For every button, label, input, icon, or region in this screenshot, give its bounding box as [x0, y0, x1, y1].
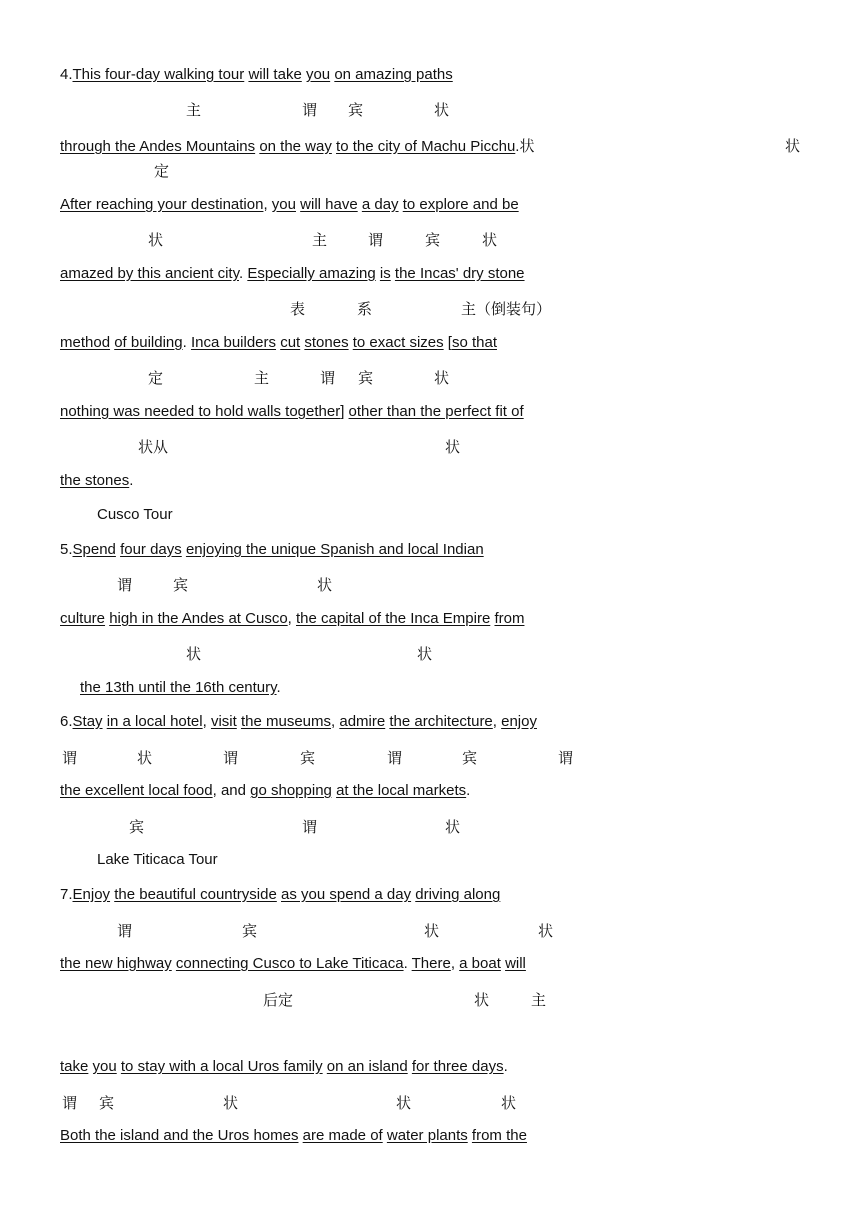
underlined-phrase: This four-day walking tour	[72, 66, 245, 83]
underlined-phrase: go shopping	[250, 782, 332, 799]
underlined-phrase: you	[271, 196, 296, 213]
sentence-line	[60, 472, 133, 489]
grammar-role-label: 系	[357, 300, 373, 318]
plain-text: .	[503, 1058, 508, 1075]
plain-text: .状	[515, 138, 535, 155]
underlined-phrase: stones	[304, 334, 349, 351]
sentence-line	[60, 403, 524, 420]
underlined-phrase: Enjoy	[72, 886, 111, 903]
grammar-role-label: 状	[434, 101, 450, 119]
grammar-role-label: 定	[148, 369, 164, 387]
grammar-role-label: 谓	[223, 749, 239, 767]
plain-text: ,	[492, 713, 502, 730]
grammar-role-label: 状	[474, 991, 490, 1009]
underlined-phrase: for three days	[411, 1058, 504, 1075]
grammar-role-label: 状	[445, 438, 461, 456]
plain-text: .	[129, 472, 134, 489]
grammar-role-label: 主	[312, 231, 328, 249]
plain-text: .	[466, 782, 471, 799]
underlined-phrase: will	[505, 955, 526, 972]
underlined-phrase: take	[60, 1058, 89, 1075]
underlined-phrase: of building	[114, 334, 183, 351]
plain-text: .	[238, 265, 248, 282]
grammar-role-label: 宾	[348, 101, 364, 119]
grammar-role-label: 宾	[358, 369, 374, 387]
plain-text: 4.	[60, 66, 73, 83]
underlined-phrase: from	[494, 610, 525, 627]
sentence-line	[60, 886, 500, 903]
grammar-role-label: 状	[186, 645, 202, 663]
underlined-phrase: the stones	[60, 472, 130, 489]
underlined-phrase: Especially amazing	[247, 265, 376, 282]
sentence-line	[60, 1058, 508, 1075]
sentence-line	[60, 135, 534, 156]
underlined-phrase: the 13th until the 16th century	[80, 679, 277, 696]
sentence-line	[60, 334, 497, 351]
grammar-role-label: 状	[434, 369, 450, 387]
underlined-phrase: four days	[120, 541, 182, 558]
plain-text: ,	[202, 713, 211, 730]
grammar-role-label: 宾	[99, 1094, 115, 1112]
underlined-phrase: Inca builders	[190, 334, 277, 351]
underlined-phrase: There	[411, 955, 451, 972]
plain-text: , and	[212, 782, 251, 799]
grammar-role-label: 宾	[173, 576, 189, 594]
sentence-line	[60, 610, 524, 627]
underlined-phrase: Both the island and the Uros homes	[60, 1127, 299, 1144]
sentence-line	[80, 679, 281, 696]
underlined-phrase: a day	[361, 196, 399, 213]
grammar-role-label: 谓	[302, 101, 318, 119]
plain-text: ]	[340, 403, 349, 420]
sentence-line	[60, 713, 537, 730]
grammar-role-label: 状	[424, 922, 440, 940]
plain-text: .	[276, 679, 281, 696]
grammar-role-label: 谓	[387, 749, 403, 767]
plain-text: ,	[287, 610, 297, 627]
section-heading	[97, 851, 218, 868]
underlined-phrase: are made of	[302, 1127, 383, 1144]
underlined-phrase: enjoying the unique Spanish and local Indian	[185, 541, 484, 558]
underlined-phrase: the excellent local food	[60, 782, 213, 799]
underlined-phrase: other than the perfect fit of	[348, 403, 524, 420]
underlined-phrase: on an island	[326, 1058, 408, 1075]
grammar-role-label: 宾	[129, 818, 145, 836]
underlined-phrase: at the local markets	[336, 782, 467, 799]
plain-text: 5.	[60, 541, 73, 558]
underlined-phrase: will take	[248, 66, 302, 83]
underlined-phrase: Spend	[72, 541, 116, 558]
grammar-role-label: 宾	[242, 922, 258, 940]
grammar-role-label: 后定	[263, 991, 294, 1009]
grammar-role-label: 谓	[368, 231, 384, 249]
underlined-phrase: is	[379, 265, 391, 282]
plain-text: .	[182, 334, 191, 351]
plain-text: ,	[450, 955, 460, 972]
grammar-role-label: 状	[396, 1094, 412, 1112]
underlined-phrase: driving along	[415, 886, 501, 903]
grammar-role-label: 谓	[558, 749, 574, 767]
underlined-phrase: to stay with a local Uros family	[120, 1058, 323, 1075]
underlined-phrase: as you spend a day	[281, 886, 412, 903]
underlined-phrase: from the	[471, 1127, 527, 1144]
underlined-phrase: culture	[60, 610, 106, 627]
grammar-role-label: 谓	[62, 749, 78, 767]
grammar-role-label: 宾	[462, 749, 478, 767]
sentence-line	[60, 541, 484, 558]
underlined-phrase: in a local hotel	[106, 713, 203, 730]
underlined-phrase: on amazing paths	[334, 66, 453, 83]
grammar-role-label: 状	[417, 645, 433, 663]
grammar-role-label: 谓	[302, 818, 318, 836]
grammar-role-label: 状	[148, 231, 164, 249]
grammar-role-label: 定	[154, 162, 170, 180]
sentence-line	[60, 955, 526, 972]
underlined-phrase: connecting Cusco to Lake Titicaca	[175, 955, 404, 972]
grammar-role-label: 主	[254, 369, 270, 387]
underlined-phrase: water plants	[386, 1127, 468, 1144]
plain-text: .	[403, 955, 412, 972]
grammar-role-label: 主	[186, 101, 202, 119]
plain-text: 6.	[60, 713, 73, 730]
sentence-line	[60, 782, 470, 799]
underlined-phrase: to exact sizes	[352, 334, 444, 351]
underlined-phrase: you	[92, 1058, 117, 1075]
plain-text: 7.	[60, 886, 73, 903]
underlined-phrase: enjoy	[501, 713, 537, 730]
grammar-role-label: 状	[137, 749, 153, 767]
underlined-phrase: Stay	[72, 713, 103, 730]
underlined-phrase: on the way	[259, 138, 332, 155]
underlined-phrase: nothing was needed to hold walls together	[60, 403, 341, 420]
grammar-role-label: 谓	[117, 576, 133, 594]
underlined-phrase: through the Andes Mountains	[60, 138, 256, 155]
sentence-line	[60, 196, 519, 213]
sentence-line	[60, 1127, 527, 1144]
sentence-line	[60, 265, 525, 282]
underlined-phrase: method	[60, 334, 111, 351]
grammar-role-label: 谓	[320, 369, 336, 387]
grammar-role-label: 谓	[62, 1094, 78, 1112]
plain-text: ,	[263, 196, 272, 213]
underlined-phrase: the capital of the Inca Empire	[296, 610, 491, 627]
grammar-role-label: 状	[223, 1094, 239, 1112]
plain-text: Lake Titicaca Tour	[97, 851, 218, 868]
underlined-phrase: you	[305, 66, 331, 83]
underlined-phrase: visit	[210, 713, 237, 730]
underlined-phrase: so that	[451, 334, 497, 351]
grammar-role-label: 状	[785, 137, 801, 155]
plain-text: Cusco Tour	[97, 506, 173, 523]
plain-text: ,	[331, 713, 340, 730]
underlined-phrase: to explore and be	[402, 196, 519, 213]
underlined-phrase: the Incas' dry stone	[394, 265, 525, 282]
underlined-phrase: the new highway	[60, 955, 172, 972]
grammar-role-label: 状	[482, 231, 498, 249]
grammar-role-label: 主（倒装句）	[461, 300, 552, 318]
underlined-phrase: to the city of Machu Picchu	[336, 138, 516, 155]
underlined-phrase: admire	[339, 713, 386, 730]
underlined-phrase: the museums	[240, 713, 332, 730]
underlined-phrase: the architecture	[389, 713, 493, 730]
underlined-phrase: cut	[280, 334, 301, 351]
sentence-line	[60, 66, 453, 83]
underlined-phrase: will have	[300, 196, 358, 213]
grammar-role-label: 表	[290, 300, 306, 318]
grammar-role-label: 宾	[425, 231, 441, 249]
grammar-role-label: 主	[531, 991, 547, 1009]
grammar-role-label: 宾	[300, 749, 316, 767]
underlined-phrase: amazed by this ancient city	[60, 265, 239, 282]
grammar-role-label: 谓	[117, 922, 133, 940]
grammar-role-label: 状	[501, 1094, 517, 1112]
underlined-phrase: high in the Andes at Cusco	[109, 610, 288, 627]
grammar-role-label: 状	[538, 922, 554, 940]
section-heading	[97, 506, 173, 523]
underlined-phrase: After reaching your destination	[60, 196, 264, 213]
grammar-role-label: 状	[317, 576, 333, 594]
underlined-phrase: a boat	[459, 955, 501, 972]
grammar-role-label: 状从	[138, 438, 169, 456]
grammar-role-label: 状	[445, 818, 461, 836]
plain-text: [	[443, 334, 452, 351]
underlined-phrase: the beautiful countryside	[114, 886, 277, 903]
